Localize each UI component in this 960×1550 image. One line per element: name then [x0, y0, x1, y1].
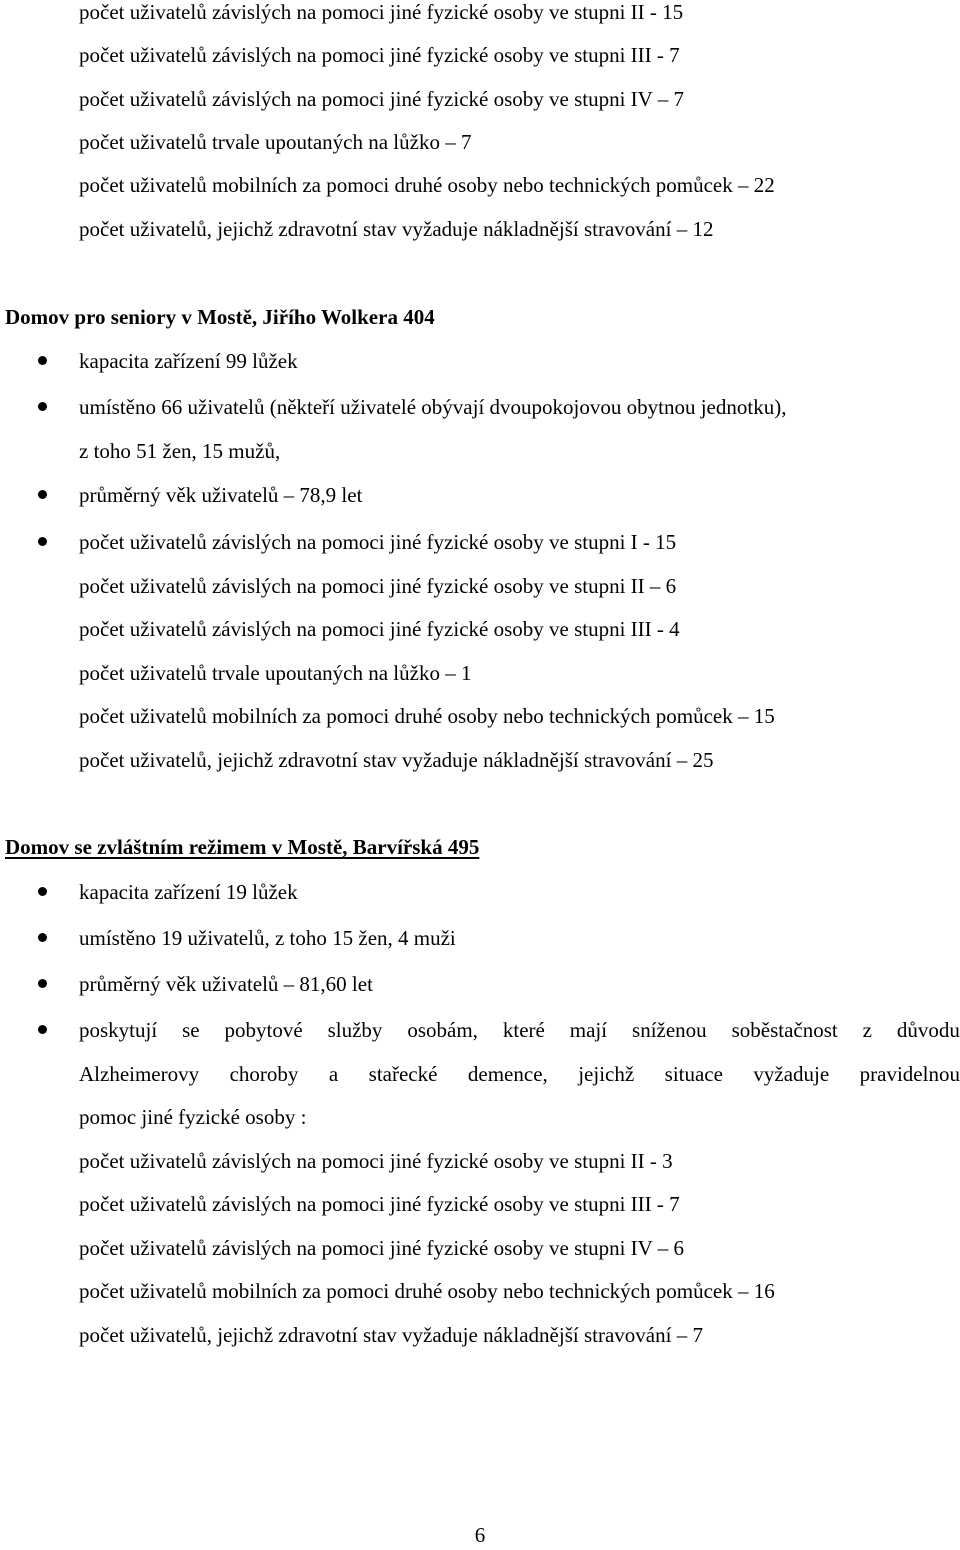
- intro-line-text: počet uživatelů mobilních za pomoci druhé osoby nebo technických pomůcek – 22: [79, 173, 775, 197]
- word: stařecké: [368, 1062, 438, 1086]
- word: osobám,: [407, 1018, 478, 1042]
- section2-line-text: počet uživatelů závislých na pomoci jiné fyzické osoby ve stupni III - 7: [79, 1192, 680, 1216]
- section2-line: [0, 1276, 960, 1306]
- section1-heading: Domov pro seniory v Mostě, Jiřího Wolkera 404: [5, 305, 435, 329]
- section2-line: [0, 1146, 960, 1176]
- section1-placed-cont: [0, 436, 960, 466]
- section2-line-text: počet uživatelů závislých na pomoci jiné fyzické osoby ve stupni II - 3: [79, 1149, 673, 1173]
- section2-bullet-placed: [0, 923, 960, 953]
- section1-line-text: počet uživatelů mobilních za pomoci druhé osoby nebo technických pomůcek – 15: [79, 704, 775, 728]
- section1-line: [0, 701, 960, 731]
- intro-line: [0, 40, 960, 70]
- word: a: [328, 1062, 339, 1086]
- section2-line: [0, 1189, 960, 1219]
- section1-line: [0, 614, 960, 644]
- word: poskytují: [79, 1018, 158, 1042]
- services-line-1: [79, 1015, 960, 1045]
- section1-line-text: počet uživatelů trvale upoutaných na lůžko – 1: [79, 661, 472, 685]
- word: se: [182, 1018, 200, 1042]
- section2-services-line3: [0, 1102, 960, 1132]
- bullet-icon: [38, 933, 47, 942]
- bullet-icon: [38, 979, 47, 988]
- word: choroby: [229, 1062, 299, 1086]
- word: z: [862, 1018, 872, 1042]
- word: které: [502, 1018, 545, 1042]
- services-line-2: [79, 1059, 960, 1089]
- word: demence,: [467, 1062, 548, 1086]
- bullet-icon: [38, 1025, 47, 1034]
- section2-line: [0, 1320, 960, 1350]
- section1-line-text: počet uživatelů závislých na pomoci jiné fyzické osoby ve stupni II – 6: [79, 574, 677, 598]
- age-text: průměrný věk uživatelů – 78,9 let: [79, 483, 363, 507]
- word: jejichž: [578, 1062, 635, 1086]
- word: mají: [569, 1018, 608, 1042]
- section1-bullet-capacity: [0, 346, 960, 376]
- page-number: 6: [474, 1523, 486, 1547]
- section1-line-text: počet uživatelů závislých na pomoci jiné fyzické osoby ve stupni III - 4: [79, 617, 680, 641]
- bullet-icon: [38, 490, 47, 499]
- intro-line: [0, 84, 960, 114]
- intro-line: [0, 127, 960, 157]
- age-text: průměrný věk uživatelů – 81,60 let: [79, 972, 373, 996]
- intro-line-text: počet uživatelů závislých na pomoci jiné fyzické osoby ve stupni III - 7: [79, 43, 680, 67]
- capacity-text: kapacita zařízení 99 lůžek: [79, 349, 298, 373]
- word: soběstačnost: [731, 1018, 838, 1042]
- intro-line: [0, 0, 960, 27]
- section2-services-line2: [0, 1059, 960, 1089]
- section2-line-text: počet uživatelů závislých na pomoci jiné fyzické osoby ve stupni IV – 6: [79, 1236, 684, 1260]
- intro-line: [0, 214, 960, 244]
- placed-cont-text: z toho 51 žen, 15 mužů,: [79, 439, 281, 463]
- intro-line-text: počet uživatelů, jejichž zdravotní stav vyžaduje nákladnější stravování – 12: [79, 217, 714, 241]
- section1-line-text: počet uživatelů, jejichž zdravotní stav vyžaduje nákladnější stravování – 25: [79, 748, 714, 772]
- bullet-icon: [38, 537, 47, 546]
- capacity-text: kapacita zařízení 19 lůžek: [79, 880, 298, 904]
- intro-line-text: počet uživatelů závislých na pomoci jiné fyzické osoby ve stupni IV – 7: [79, 87, 684, 111]
- section2-bullet-services: [0, 1015, 960, 1045]
- section1-bullet-dep1: [0, 527, 960, 557]
- services-line-3: pomoc jiné fyzické osoby :: [79, 1105, 307, 1129]
- word: pravidelnou: [859, 1062, 960, 1086]
- section2-line-text: počet uživatelů, jejichž zdravotní stav vyžaduje nákladnější stravování – 7: [79, 1323, 703, 1347]
- intro-line-text: počet uživatelů závislých na pomoci jiné fyzické osoby ve stupni II - 15: [79, 0, 684, 24]
- section2-heading: Domov se zvláštním režimem v Mostě, Barvířská 495: [5, 835, 480, 859]
- section1-line: [0, 658, 960, 688]
- word: pobytové: [224, 1018, 303, 1042]
- placed-text: umístěno 19 uživatelů, z toho 15 žen, 4 muži: [79, 926, 456, 950]
- word: služby: [327, 1018, 383, 1042]
- section2-line-text: počet uživatelů mobilních za pomoci druhé osoby nebo technických pomůcek – 16: [79, 1279, 775, 1303]
- section2-line: [0, 1233, 960, 1263]
- word: Alzheimerovy: [79, 1062, 200, 1086]
- section1-bullet-placed: [0, 392, 960, 422]
- section2-bullet-capacity: [0, 877, 960, 907]
- section2-heading-row: [0, 832, 960, 862]
- bullet-icon: [38, 402, 47, 411]
- intro-line-text: počet uživatelů trvale upoutaných na lůžko – 7: [79, 130, 472, 154]
- word: sníženou: [632, 1018, 707, 1042]
- placed-text: umístěno 66 uživatelů (někteří uživatelé obývají dvoupokojovou obytnou jednotku),: [79, 395, 787, 419]
- bullet-icon: [38, 887, 47, 896]
- section1-heading-row: [0, 302, 960, 332]
- bullet-icon: [38, 356, 47, 365]
- dep1-text: počet uživatelů závislých na pomoci jiné fyzické osoby ve stupni I - 15: [79, 530, 677, 554]
- section2-bullet-age: [0, 969, 960, 999]
- word: vyžaduje: [753, 1062, 830, 1086]
- intro-line: [0, 170, 960, 200]
- word: situace: [664, 1062, 723, 1086]
- word: důvodu: [896, 1018, 960, 1042]
- section1-bullet-age: [0, 480, 960, 510]
- section1-line: [0, 745, 960, 775]
- section1-line: [0, 571, 960, 601]
